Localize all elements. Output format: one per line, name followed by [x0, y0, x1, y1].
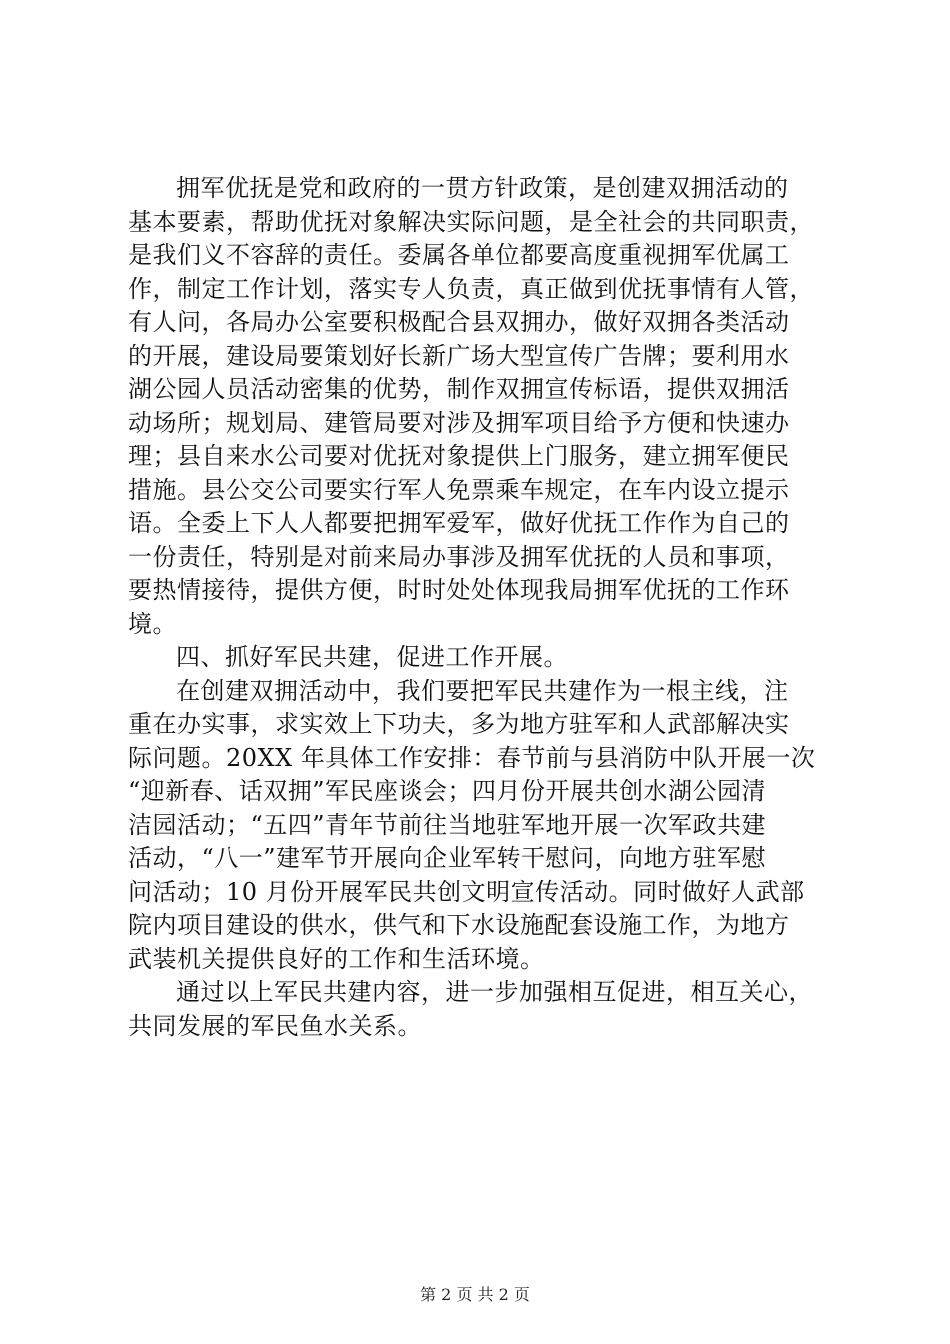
paragraph-conclusion: 通过以上军民共建内容，进一步加强相互促进，相互关心， 共同发展的军民鱼水关系。 — [128, 978, 813, 1040]
paragraph-support-military: 拥军优抚是党和政府的一贯方针政策，是创建双拥活动的 基本要素，帮助优抚对象解决实际问题，是全社会的共同职责， 是我们义不容辞的责任。委属各单位都要高度重视拥军优属工 作，制定工作计划，落实专人负责，真正做到优抚事情有人管， 有人问，各局办公室要积极配合县双拥办，做好双拥各类活动 的开展，建设局要策划好长新广场大型宣传广告牌；要利用水 湖公园人员活动密集的优势，制作双拥宣传标语，提供双拥活 动场所；规划局、建管局要对涉及拥军项目给予方便和快速办 理；县自来水公司要对优抚对象提供上门服务，建立拥军便民 措施。县公交公司要实行军人免票乘车规定，在车内设立提示 语。全委上下人人都要把拥军爱军，做好优抚工作作为自己的 一份责任，特别是对前来局办事涉及拥军优抚的人员和事项， 要热情接待，提供方便，时时处处体现我局拥军优抚的工作环 境。 — [128, 174, 814, 638]
paragraph-joint-construction: 在创建双拥活动中，我们要把军民共建作为一根主线，注 重在办实事，求实效上下功夫，多为地方驻军和人武部解决实 际问题。20XX 年具体工作安排：春节前与县消防中队开展一次 “迎新春、话双拥”军民座谈会；四月份开展共创水湖公园清 洁园活动；“五四”青年节前往当地驻军地开展一次军政共建 活动，“八一”建军节开展向企业军转干慰问，向地方驻军慰 问活动；10 月份开展军民共创文明宣传活动。同时做好人武部 院内项目建设的供水，供气和下水设施配套设施工作，为地方 武装机关提供良好的工作和生活环境。 — [128, 676, 816, 973]
document-body — [128, 172, 824, 1043]
page-footer: 第 2 页 共 2 页 — [420, 1285, 530, 1304]
section-heading-four: 四、抓好军民共建，促进工作开展。 — [176, 643, 568, 671]
